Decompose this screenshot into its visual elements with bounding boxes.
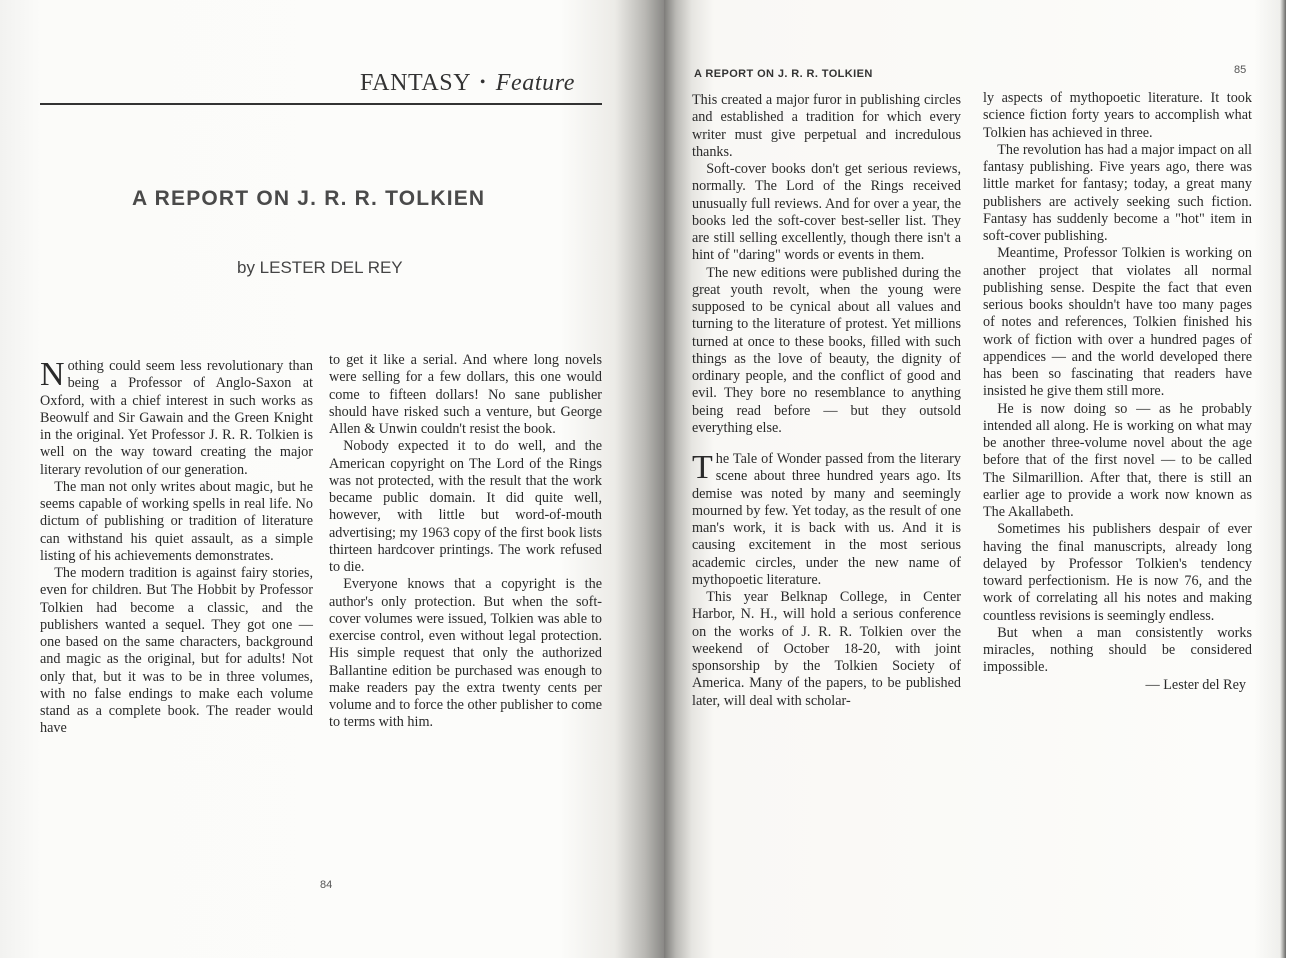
- paragraph: ly aspects of mythopoetic literature. It took science fiction forty years to accomplish what Tolkien has achieved in three.: [983, 90, 1252, 141]
- article-title: A REPORT ON J. R. R. TOLKIEN: [132, 187, 486, 210]
- page-number: 84: [320, 879, 333, 891]
- paragraph: This created a major furor in publishing circles and established a tradition for which every writer must give perpetual and incredulous thanks.: [692, 92, 961, 160]
- drop-cap: T: [692, 449, 713, 486]
- paragraph: The revolution has had a major impact on all fantasy publishing. Five years ago, there was little market for fantasy; today, a great many publishers are actively seeking such fiction. Fantasy has suddenly become a "hot" item in soft-cover publishing.: [983, 141, 1252, 244]
- paragraph: He is now doing so — as he probably intended all along. He is working on what may be another three-volume novel about the age before that of the first novel — to be called The Silmarillion. After that, there is still an earlier age to provide a work now known as The Akallabeth.: [983, 400, 1252, 520]
- header-rule: [40, 103, 602, 105]
- paragraph: The modern tradition is against fairy stories, even for children. But The Hobbit by Professor Tolkien had become a classic, and the publishers wanted a sequel. They got one — one based on the same characters, background and magic as the original, but for adults! Not only that, but it was to be in three volumes, with no false endings to make each volume stand as a complete book. The reader would have: [40, 565, 313, 737]
- left-column-2: [329, 352, 602, 732]
- paragraph: The Tale of Wonder passed from the literary scene about three hundred years ago. Its demise was noted by many and seemingly mourned by few. Yet today, as the result of one man's work, it is back with us. And it is causing excitement in the most serious academic circles, under the new name of mythopoetic literature.: [692, 449, 961, 588]
- right-column-2: [983, 90, 1252, 694]
- running-head: A REPORT ON J. R. R. TOLKIEN: [694, 68, 873, 80]
- page-number: 85: [1234, 64, 1247, 76]
- paragraph: The man not only writes about magic, but he seems capable of working spells in real life. No dictum of publishing or tradition of literature can withstand his quiet assault, as a simple listing of his achievements demonstrates.: [40, 478, 313, 564]
- right-page: [664, 0, 1290, 958]
- paragraph: Everyone knows that a copyright is the author's only protection. But when the soft-cover volumes were issued, Tolkien was able to exercise control, even without legal protection. His simple request that only the authorized Ballantine edition be purchased was enough to make readers pay the extra twenty cents per volume and to force the other publisher to come to terms with him.: [329, 576, 602, 731]
- byline: by LESTER DEL REY: [237, 258, 403, 277]
- header-separator: •: [479, 74, 487, 91]
- paragraph: Soft-cover books don't get serious reviews, normally. The Lord of the Rings received unusually full reviews. And for over a year, the books led the soft-cover best-seller list. They are still selling excellently, though there isn't a hint of "daring" words or events in them.: [692, 161, 961, 264]
- paragraph: The new editions were published during the great youth revolt, when the young were supposed to be cynical about all values and turning to the literature of protest. Yet millions turned at once to these books, filled with such things as the love of beauty, the dignity of ordinary people, and the conflict of good and evil. They bore no resemblance to anything being read before — but they outsold everything else.: [692, 264, 961, 436]
- section-header: [360, 70, 575, 97]
- paragraph: to get it like a serial. And where long novels were selling for a few dollars, this one would come to fifteen dollars! No sane publisher should have risked such a venture, but George Allen & Unwin couldn't resist the book.: [329, 352, 602, 437]
- drop-cap: N: [40, 356, 65, 393]
- paragraph: Nothing could seem less revolutionary than being a Professor of Anglo-Saxon at Oxford, with a chief interest in such works as Beowulf and Sir Gawain and the Green Knight in the original. Yet Professor J. R. R. Tolkien is well on the way toward creating the major literary revolution of our generation.: [40, 356, 313, 478]
- left-column-1: [40, 358, 313, 738]
- paragraph: Nobody expected it to do well, and the American copyright on The Lord of the Rings was not protected, with the result that the work became public domain. It did quite well, however, with little but word-of-mouth advertising; my 1963 copy of the first book lists thirteen hardcover printings. The work refused to die.: [329, 438, 602, 575]
- signature: — Lester del Rey: [1145, 676, 1246, 693]
- paragraph: Sometimes his publishers despair of ever having the final manuscripts, already long delayed by Professor Tolkien's tendency toward perfectionism. He is now 76, and the work of correlating all his notes and making countless revisions is seemingly endless.: [983, 521, 1252, 624]
- right-column-1: [692, 92, 961, 710]
- paragraph: This year Belknap College, in Center Harbor, N. H., will hold a serious conference on the works of J. R. R. Tolkien over the weekend of October 18-20, with joint sponsorship by the Tolkien Society of America. Many of the papers, to be published later, will deal with scholar-: [692, 589, 961, 709]
- section-label: FANTASY: [360, 70, 471, 96]
- paragraph: But when a man consistently works miracles, nothing should be considered impossible.: [983, 624, 1252, 676]
- section-kind: Feature: [495, 70, 576, 96]
- paragraph: Meantime, Professor Tolkien is working on another project that violates all normal publishing sense. Despite the fact that even serious books shouldn't have too many pages of notes and references, Tolkien finished his work of fiction with over a hundred pages of appendices — and the world developed there has been so fascinating that readers have insisted he give them still more.: [983, 245, 1252, 400]
